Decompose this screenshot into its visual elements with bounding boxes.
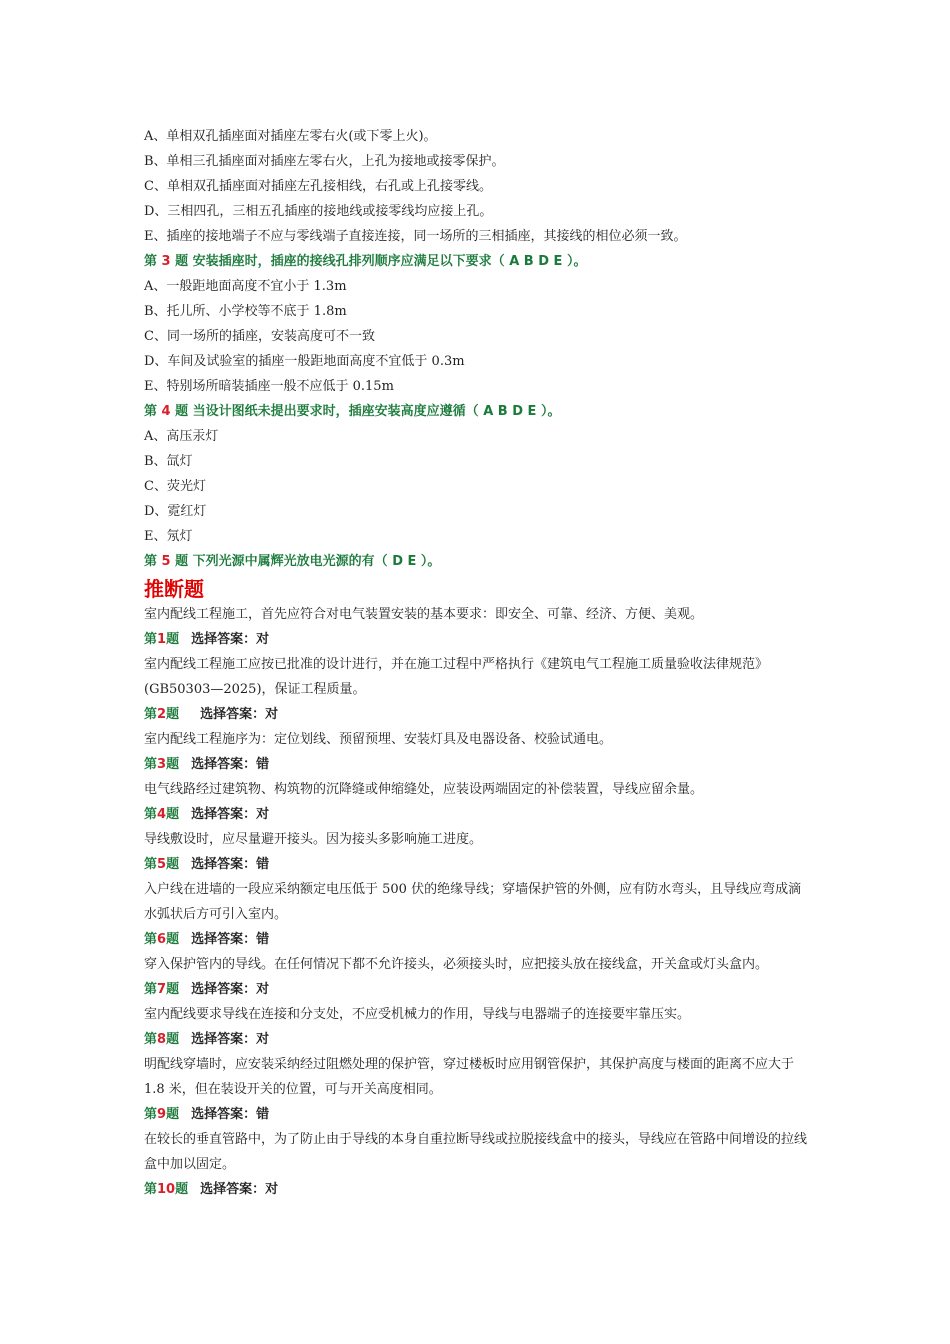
question-label-post: 题 (166, 807, 180, 822)
question-4-heading (144, 399, 814, 424)
answer-text: 选择答案：对 (191, 807, 270, 822)
question-number: 4 (157, 807, 167, 822)
option-e: E、氖灯 (144, 529, 193, 544)
question-number: 5 (157, 857, 167, 872)
question-label-pre: 第 (144, 1032, 158, 1047)
option-e: E、特别场所暗装插座一般不应低于 0.15m (144, 379, 394, 394)
question-label-pre: 第 (144, 632, 158, 647)
question-label-pre: 第 (144, 807, 158, 822)
question-label-post: 题 (166, 857, 180, 872)
question-number: 10 (157, 1182, 176, 1197)
option-d: D、车间及试验室的插座一般距地面高度不宜低于 0.3m (144, 354, 465, 369)
judgment-statement: 在较长的垂直管路中，为了防止由于导线的本身自重拉断导线或拉脱接线盒中的接头，导线应在管路中间增设的拉线盒中加以固定。 (144, 1132, 808, 1172)
answer-text: 选择答案：错 (191, 932, 270, 947)
question-label-pre: 第 (144, 857, 158, 872)
judgment-statement: 室内配线工程施工，首先应符合对电气装置安装的基本要求：即安全、可靠、经济、方便、美观。 (144, 607, 704, 622)
question-number: 7 (157, 982, 167, 997)
question-number: 1 (157, 632, 167, 647)
options-q4 (144, 424, 814, 549)
question-label-post: 题 (166, 1107, 180, 1122)
judgment-answer-line (144, 752, 814, 777)
question-label-pre: 第 (144, 1182, 158, 1197)
question-label-post: 题 (166, 932, 180, 947)
question-label-post: 题 (166, 707, 180, 722)
question-text: 安装插座时，插座的接线孔排列顺序应满足以下要求（ A B D E ）。 (192, 254, 587, 269)
option-b: B、托儿所、小学校等不底于 1.8m (144, 304, 347, 319)
judgment-list (144, 602, 814, 1202)
question-number: 2 (157, 707, 167, 722)
judgment-answer-line (144, 702, 814, 727)
question-label-post: 题 (166, 632, 180, 647)
option-a: A、单相双孔插座面对插座左零右火(或下零上火)。 (144, 129, 437, 144)
question-label-pre: 第 (144, 932, 158, 947)
judgment-answer-line (144, 977, 814, 1002)
question-number: 6 (157, 932, 167, 947)
question-label-post: 题 (166, 1032, 180, 1047)
judgment-answer-line (144, 927, 814, 952)
question-text: 当设计图纸未提出要求时，插座安装高度应遵循（ A B D E ）。 (192, 404, 561, 419)
question-number: 3 (157, 757, 167, 772)
options-q2 (144, 124, 814, 249)
section-title: 推断题 (144, 577, 204, 601)
option-c: C、同一场所的插座，安装高度可不一致 (144, 329, 375, 344)
question-label-pre: 第 (144, 404, 158, 419)
answer-text: 选择答案：对 (191, 1032, 270, 1047)
answer-text: 选择答案：错 (191, 1107, 270, 1122)
judgment-answer-line (144, 1177, 814, 1202)
question-5-heading (144, 549, 814, 574)
question-3-heading (144, 249, 814, 274)
option-c: C、单相双孔插座面对插座左孔接相线，右孔或上孔接零线。 (144, 179, 492, 194)
judgment-answer-line (144, 1102, 814, 1127)
question-label-pre: 第 (144, 757, 158, 772)
judgment-statement: 室内配线要求导线在连接和分支处，不应受机械力的作用，导线与电器端子的连接要牢靠压实。 (144, 1007, 691, 1022)
question-label-pre: 第 (144, 982, 158, 997)
option-a: A、一般距地面高度不宜小于 1.3m (144, 279, 347, 294)
option-c: C、荧光灯 (144, 479, 206, 494)
answer-text: 选择答案：错 (191, 757, 270, 772)
judgment-answer-line (144, 852, 814, 877)
question-label-post: 题 (166, 757, 180, 772)
question-label-pre: 第 (144, 554, 158, 569)
question-number: 8 (157, 1032, 167, 1047)
option-d: D、三相四孔，三相五孔插座的接地线或接零线均应接上孔。 (144, 204, 493, 219)
judgment-statement: 室内配线工程施序为：定位划线、预留预埋、安装灯具及电器设备、校验试通电。 (144, 732, 613, 747)
answer-text: 选择答案：错 (191, 857, 270, 872)
question-number: 4 (161, 404, 171, 419)
question-label-mid: 题 (175, 254, 189, 269)
judgment-answer-line (144, 1027, 814, 1052)
answer-text: 选择答案：对 (191, 632, 270, 647)
judgment-statement: 入户线在进墙的一段应采纳额定电压低于 500 伏的绝缘导线；穿墙保护管的外侧，应有防水弯头，且导线应弯成滴水弧状后方可引入室内。 (144, 882, 802, 922)
answer-text: 选择答案：对 (191, 707, 279, 722)
question-label-post: 题 (166, 982, 180, 997)
document-page (144, 124, 814, 1202)
option-b: B、单相三孔插座面对插座左零右火，上孔为接地或接零保护。 (144, 154, 505, 169)
judgment-answer-line (144, 627, 814, 652)
question-label-post: 题 (175, 1182, 189, 1197)
question-number: 5 (161, 554, 171, 569)
question-text: 下列光源中属辉光放电光源的有（ D E ）。 (192, 554, 441, 569)
question-label-pre: 第 (144, 254, 158, 269)
question-label-mid: 题 (175, 554, 189, 569)
answer-text: 选择答案：对 (200, 1182, 279, 1197)
judgment-statement: 明配线穿墙时，应安装采纳经过阻燃处理的保护管，穿过楼板时应用钢管保护，其保护高度与楼面的距离不应大于 1.8 米，但在装设开关的位置，可与开关高度相同。 (144, 1057, 795, 1097)
question-label-mid: 题 (175, 404, 189, 419)
judgment-statement: 室内配线工程施工应按已批准的设计进行，并在施工过程中严格执行《建筑电气工程施工质量验收法律规范》(GB50303—2025)，保证工程质量。 (144, 657, 769, 697)
option-d: D、霓红灯 (144, 504, 207, 519)
question-number: 3 (161, 254, 171, 269)
judgment-statement: 导线敷设时，应尽量避开接头。因为接头多影响施工进度。 (144, 832, 483, 847)
answer-text: 选择答案：对 (191, 982, 270, 997)
question-label-pre: 第 (144, 707, 158, 722)
option-b: B、氙灯 (144, 454, 193, 469)
judgment-statement: 穿入保护管内的导线。在任何情况下都不允许接头，必须接头时，应把接头放在接线盒，开关盒或灯头盒内。 (144, 957, 769, 972)
question-number: 9 (157, 1107, 167, 1122)
option-e: E、插座的接地端子不应与零线端子直接连接，同一场所的三相插座，其接线的相位必须一致。 (144, 229, 687, 244)
question-label-pre: 第 (144, 1107, 158, 1122)
option-a: A、高压汞灯 (144, 429, 219, 444)
judgment-statement: 电气线路经过建筑物、构筑物的沉降缝或伸缩缝处，应装设两端固定的补偿装置，导线应留余量。 (144, 782, 704, 797)
options-q3 (144, 274, 814, 399)
judgment-answer-line (144, 802, 814, 827)
